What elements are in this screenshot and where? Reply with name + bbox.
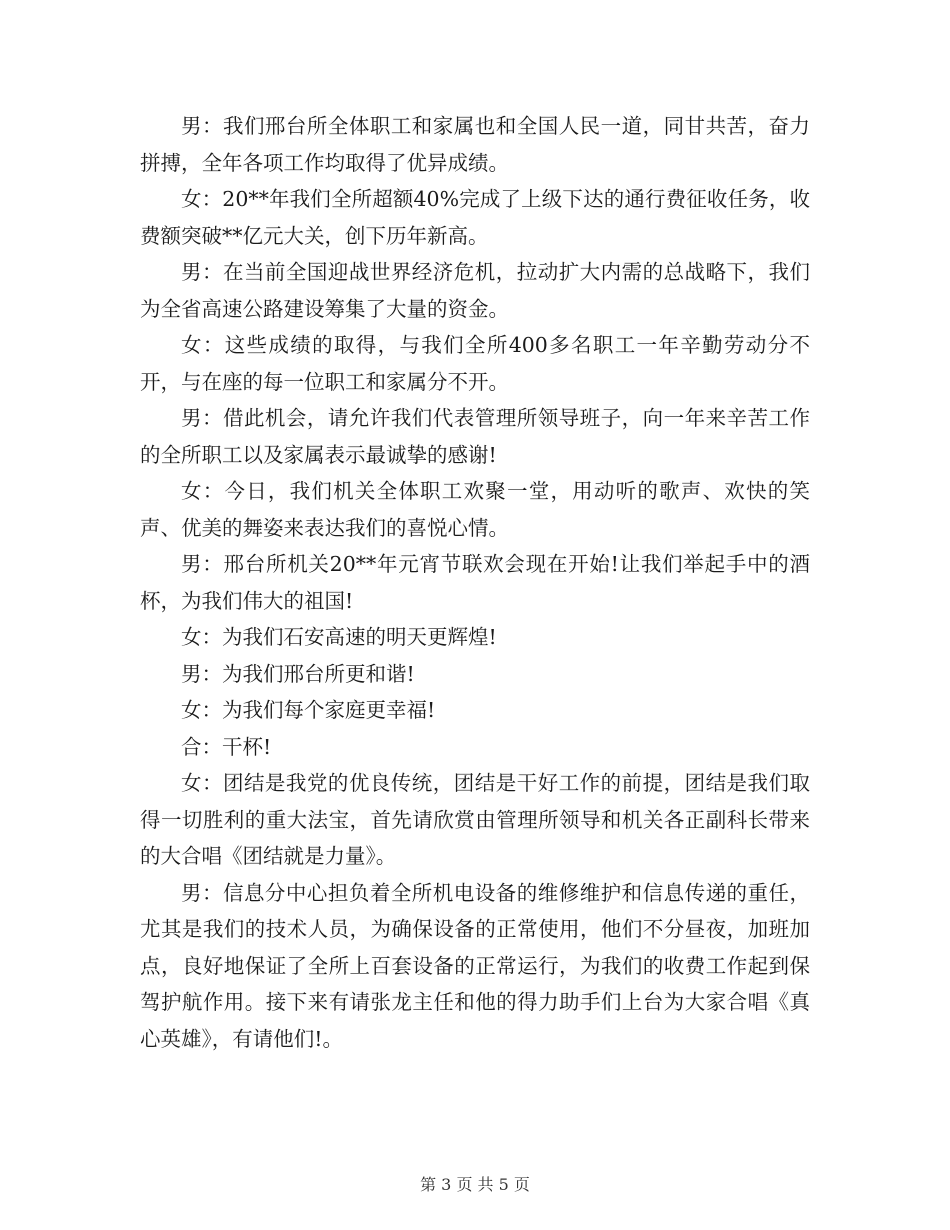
paragraph: 男：借此机会，请允许我们代表管理所领导班子，向一年来辛苦工作的全所职工以及家属表示最诚挚的感谢! bbox=[140, 406, 810, 467]
paragraph: 男：为我们邢台所更和谐! bbox=[181, 661, 415, 686]
paragraph: 女：团结是我党的优良传统，团结是干好工作的前提，团结是我们取得一切胜利的重大法宝，首先请欣赏由管理所领导和机关各正副科长带来的大合唱《团结就是力量》。 bbox=[140, 771, 810, 868]
paragraph: 男：邢台所机关20**年元宵节联欢会现在开始!让我们举起手中的酒杯，为我们伟大的祖国! bbox=[140, 552, 810, 613]
paragraph: 女：这些成绩的取得，与我们全所400多名职工一年辛勤劳动分不开，与在座的每一位职工和家属分不开。 bbox=[140, 333, 810, 394]
document-body bbox=[140, 108, 810, 1057]
paragraph: 女：20**年我们全所超额40%完成了上级下达的通行费征收任务，收费额突破**亿元大关，创下历年新高。 bbox=[140, 187, 810, 248]
page-number-footer: 第 3 页 共 5 页 bbox=[420, 1175, 530, 1194]
paragraph: 女：为我们石安高速的明天更辉煌! bbox=[181, 625, 497, 649]
paragraph: 男：在当前全国迎战世界经济危机，拉动扩大内需的总战略下，我们为全省高速公路建设筹集了大量的资金。 bbox=[140, 260, 810, 321]
paragraph: 男：我们邢台所全体职工和家属也和全国人民一道，同甘共苦，奋力拼搏，全年各项工作均取得了优异成绩。 bbox=[140, 114, 810, 175]
paragraph: 男：信息分中心担负着全所机电设备的维修维护和信息传递的重任，尤其是我们的技术人员，为确保设备的正常使用，他们不分昼夜，加班加点，良好地保证了全所上百套设备的正常运行，为我们的收费工作起到保驾护航作用。接下来有请张龙主任和他的得力助手们上台为大家合唱《真心英雄》，有请他们!。 bbox=[140, 880, 810, 1051]
paragraph: 合：干杯! bbox=[181, 734, 272, 759]
paragraph: 女：为我们每个家庭更幸福! bbox=[181, 698, 436, 722]
paragraph: 女：今日，我们机关全体职工欢聚一堂，用动听的歌声、欢快的笑声、优美的舞姿来表达我们的喜悦心情。 bbox=[140, 479, 810, 540]
